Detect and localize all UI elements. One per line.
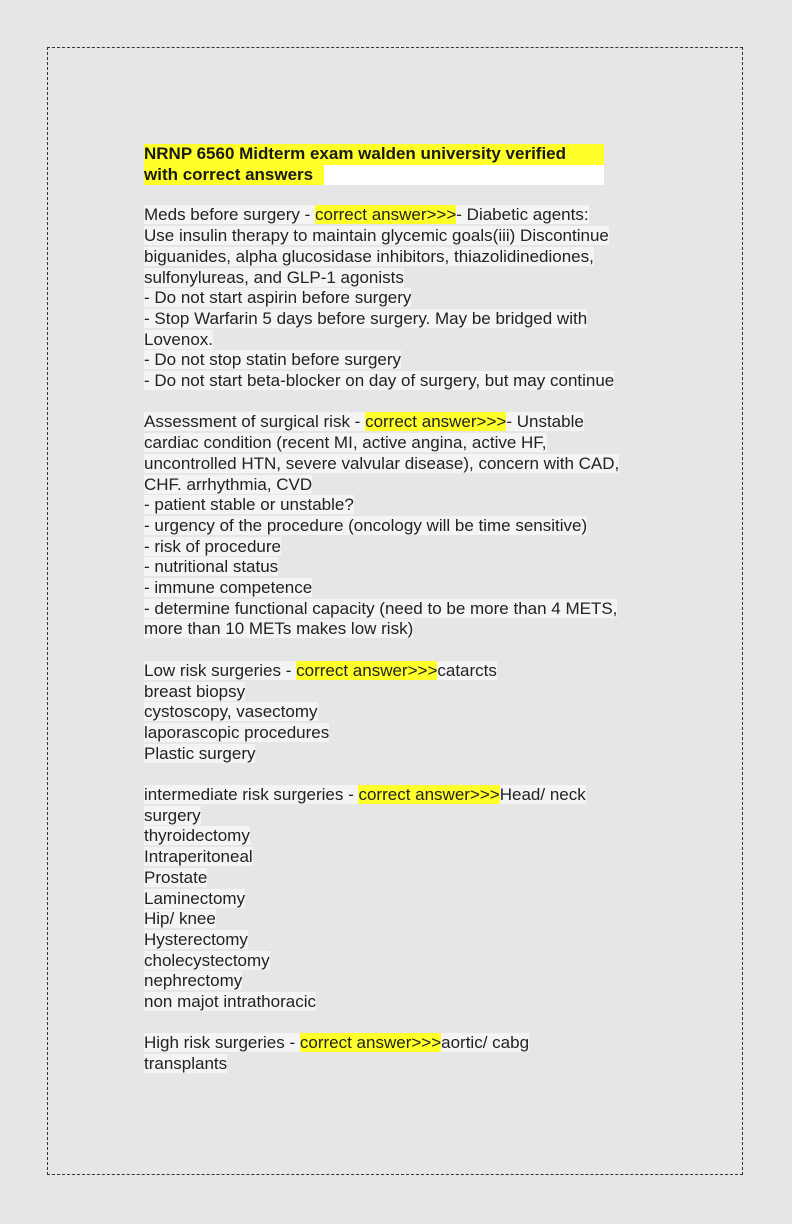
answer-text: Hysterectomy (144, 929, 248, 949)
question-line (144, 412, 664, 433)
title-line-1: NRNP 6560 Midterm exam walden university verified (144, 144, 604, 165)
answer-marker-highlight: correct answer>>> (315, 205, 457, 225)
answer-line (144, 889, 664, 910)
answer-text: cystoscopy, vasectomy (144, 702, 318, 722)
answer-text: Use insulin therapy to maintain glycemic goals(iii) Discontinue (144, 226, 609, 246)
question-text: Low risk surgeries - (144, 660, 297, 680)
document-body (144, 144, 664, 1096)
question-text: Meds before surgery - (144, 205, 316, 225)
answer-text: - patient stable or unstable? (144, 495, 354, 515)
answer-marker-highlight: correct answer>>> (296, 660, 438, 680)
answer-text: surgery (144, 805, 201, 825)
answer-text: biguanides, alpha glucosidase inhibitors, thiazolidinediones, (144, 246, 594, 266)
answer-line (144, 702, 664, 723)
answer-text: Hip/ knee (144, 909, 216, 929)
answer-line (144, 951, 664, 972)
answer-line (144, 930, 664, 951)
answer-marker-highlight: correct answer>>> (299, 1033, 442, 1053)
answer-text: - risk of procedure (144, 536, 281, 556)
answer-line (144, 475, 664, 496)
question-text: High risk surgeries - (144, 1033, 300, 1053)
answer-text: catarcts (437, 660, 497, 680)
answer-text: - Do not start beta-blocker on day of surgery, but may continue (144, 371, 615, 391)
answer-line (144, 371, 664, 392)
answer-line (144, 330, 664, 351)
answer-line (144, 350, 664, 371)
answer-text: cardiac condition (recent MI, active angina, active HF, (144, 433, 547, 453)
answer-text: Intraperitoneal (144, 847, 253, 867)
answer-text: uncontrolled HTN, severe valvular disease), concern with CAD, (144, 453, 620, 473)
answer-text: Head/ neck (499, 785, 586, 805)
answer-line (144, 247, 664, 268)
section-high-risk-surgeries (144, 1033, 664, 1074)
answer-line (144, 909, 664, 930)
answer-line (144, 1054, 664, 1075)
answer-text: - nutritional status (144, 557, 279, 577)
section-intermediate-risk-surgeries (144, 785, 664, 1013)
document-title (144, 144, 664, 185)
answer-line (144, 578, 664, 599)
answer-text: - urgency of the procedure (oncology will be time sensitive) (144, 515, 588, 535)
answer-text: Lovenox. (144, 329, 213, 349)
answer-text: Plastic surgery (144, 743, 256, 763)
question-line (144, 205, 664, 226)
answer-line (144, 537, 664, 558)
answer-line (144, 971, 664, 992)
answer-line (144, 599, 664, 620)
answer-text: laporascopic procedures (144, 722, 330, 742)
answer-line (144, 868, 664, 889)
question-line (144, 785, 664, 806)
answer-line (144, 226, 664, 247)
title-line-2: with correct answers (144, 165, 604, 186)
answer-marker-highlight: correct answer>>> (358, 785, 500, 805)
question-text: intermediate risk surgeries - (144, 785, 359, 805)
answer-text: - determine functional capacity (need to be more than 4 METS, (144, 598, 618, 618)
answer-text: - Do not stop statin before surgery (144, 350, 402, 370)
answer-text: thyroidectomy (144, 826, 250, 846)
answer-line (144, 682, 664, 703)
answer-line (144, 454, 664, 475)
answer-text: - immune competence (144, 578, 313, 598)
answer-text: - Diabetic agents: (456, 205, 589, 225)
answer-text: Laminectomy (144, 888, 246, 908)
answer-text: cholecystectomy (144, 950, 270, 970)
answer-line (144, 433, 664, 454)
answer-line (144, 288, 664, 309)
answer-line (144, 826, 664, 847)
answer-text: breast biopsy (144, 681, 246, 701)
answer-text: - Stop Warfarin 5 days before surgery. May be bridged with (144, 308, 588, 328)
answer-line (144, 992, 664, 1013)
answer-line (144, 847, 664, 868)
answer-line (144, 723, 664, 744)
answer-text: transplants (144, 1054, 228, 1074)
question-text: Assessment of surgical risk - (144, 412, 366, 432)
answer-text: Prostate (144, 867, 208, 887)
answer-marker-highlight: correct answer>>> (365, 412, 507, 432)
answer-text: sulfonylureas, and GLP-1 agonists (144, 267, 404, 287)
section-low-risk-surgeries (144, 661, 664, 765)
answer-text: CHF. arrhythmia, CVD (144, 474, 313, 494)
answer-text: aortic/ cabg (441, 1033, 530, 1053)
answer-line (144, 619, 664, 640)
question-line (144, 661, 664, 682)
answer-text: - Unstable (506, 412, 584, 432)
answer-line (144, 557, 664, 578)
answer-text: - Do not start aspirin before surgery (144, 288, 412, 308)
section-meds-before-surgery (144, 205, 664, 391)
answer-text: more than 10 METs makes low risk) (144, 619, 414, 639)
qa-sections (144, 205, 664, 1074)
answer-line (144, 309, 664, 330)
section-assessment-of-surgical-risk (144, 412, 664, 640)
answer-text: non majot intrathoracic (144, 992, 316, 1012)
answer-line (144, 806, 664, 827)
answer-line (144, 495, 664, 516)
answer-line (144, 744, 664, 765)
question-line (144, 1033, 664, 1054)
answer-text: nephrectomy (144, 971, 243, 991)
answer-line (144, 268, 664, 289)
answer-line (144, 516, 664, 537)
